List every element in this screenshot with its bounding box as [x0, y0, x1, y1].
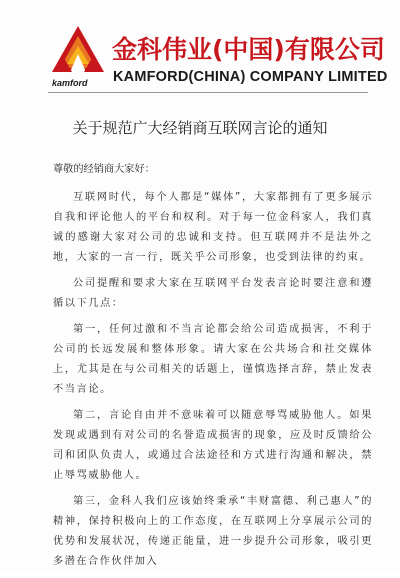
paragraph-point-three: 第三，金科人我们应该始终秉承“丰财富德、利己惠人”的精神，保持积极向上的工作态度，在互联网上分享展示公司的优势和发展状况，传递正能量，进一步提升公司形象，吸引更多潜在合作伙伴加入 — [53, 496, 373, 567]
logo-wordmark: kamford — [52, 78, 88, 88]
salutation: 尊敬的经销商大家好： — [53, 164, 155, 175]
document-title: 关于规范广大经销商互联网言论的通知 — [72, 119, 328, 137]
paragraph-point-one: 第一，任何过激和不当言论都会给公司造成损害，不利于公司的长远发展和整体形象。请大家在公共场合和社交媒体上，尤其是在与公司相关的话题上，谨慎选择言辞，禁止发表不当言论。 — [53, 324, 373, 395]
paragraph-requirements: 公司提醒和要求大家在互联网平台发表言论时要注意和遵循以下几点： — [53, 278, 373, 309]
company-name-english: KAMFORD(CHINA) COMPANY LIMITED — [113, 69, 388, 85]
header-divider — [48, 92, 368, 93]
company-name-chinese: 金科伟业(中国)有限公司 — [112, 35, 385, 64]
paragraph-point-two: 第二，言论自由并不意味着可以随意辱骂威胁他人。如果发现或遇到有对公司的名誉造成损害的现象，应及时反馈给公司和团队负责人，或通过合法途径和方式进行沟通和解决，禁止辱骂威胁他人。 — [53, 410, 373, 481]
document-body — [53, 160, 373, 578]
kamford-logo-icon — [50, 24, 106, 76]
paragraph-intro: 互联网时代，每个人都是“媒体”，大家都拥有了更多展示自我和评论他人的平台和权利。对于每一位金科家人，我们真诚的感谢大家对公司的忠诚和支持。但互联网并不是法外之地，大家的一言一行，既关乎公司形象，也受到法律的约束。 — [53, 192, 373, 263]
letterhead — [50, 22, 388, 92]
